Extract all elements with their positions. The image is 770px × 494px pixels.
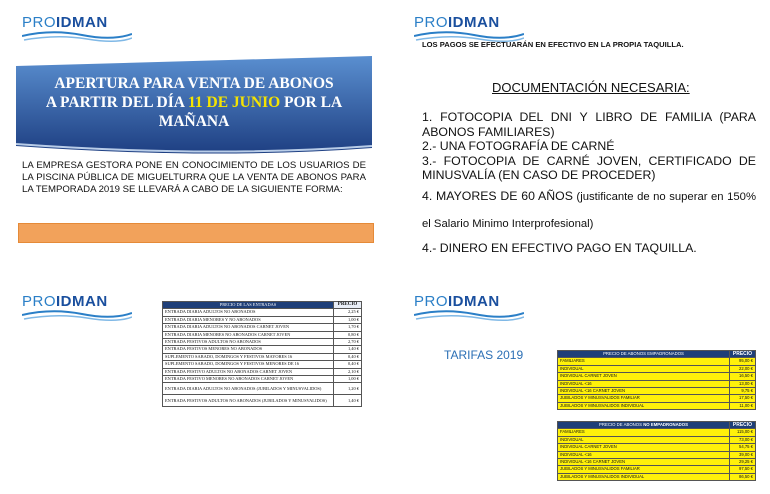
table-row: INDIVIDUAL 22,00 € (558, 365, 756, 372)
table-row: JUBILADOS Y MINUSVALIDOS FAMILIAR 97,50 € (558, 466, 756, 473)
table-row: ENTRADA DIARIA MENORES Y NO ABONADOS 1,00 € (163, 316, 362, 323)
payment-note: LOS PAGOS SE EFECTUARÁN EN EFECTIVO EN LA PROPIA TAQUILLA. (422, 40, 684, 49)
non-resident-season-pass-table (557, 421, 756, 481)
wave-icon (22, 31, 132, 45)
table-row: SUPLEMENTO SABADO, DOMINGOS Y FESTIVOS MAYORES 16 0,40 € (163, 353, 362, 360)
table-row: INDIVIDUAL <16 CARNET JOVEN 9,75 € (558, 388, 756, 395)
table-row: SUPLEMENTO SABADO, DOMINGOS Y FESTIVOS MENORES DE 16 0,40 € (163, 361, 362, 368)
table-row: INDIVIDUAL <16 39,00 € (558, 451, 756, 458)
table-row: ENTRADA DIARIA ADULTOS NO ABONADOS 2,25 € (163, 309, 362, 316)
table-header-row: PRECIO DE ABONOS EMPADRONADOS PRECIO (558, 351, 756, 358)
resident-season-pass-table (557, 350, 756, 410)
list-item: 1. FOTOCOPIA DEL DNI Y LIBRO DE FAMILIA (PARA ABONOS FAMILIARES) (422, 110, 756, 139)
list-item: 4.- DINERO EN EFECTIVO PAGO EN TAQUILLA. (422, 240, 697, 255)
entry-prices-table (162, 301, 362, 407)
table-header-row: PRECIO DE LAS ENTRADAS PRECIO (163, 302, 362, 309)
table-row: ENTRADA DIARIA ADULTOS NO ABONADOS CARNET JOVEN 1,70 € (163, 324, 362, 331)
table-row: ENTRADA FESTIVOS ADULTOS NO ABONADOS (JUBILADOS Y MINUSVALIDOS) 1,40 € (163, 395, 362, 407)
table-header-row: PRECIO DE ABONOS NO EMPADRONADOS PRECIO (558, 422, 756, 429)
table-row: FAMILIARES 95,00 € (558, 358, 756, 365)
table-row: FAMILIARES 115,00 € (558, 429, 756, 436)
proidman-logo: PROIDMAN (414, 14, 524, 48)
documentation-title: DOCUMENTACIÓN NECESARIA: (492, 80, 690, 95)
wave-icon (414, 310, 524, 324)
table-row: ENTRADA FESTIVOS MENORES NO ABONADOS 1,40 € (163, 346, 362, 353)
orange-bar (18, 223, 374, 243)
list-item: 2.- UNA FOTOGRAFÍA DE CARNÉ (422, 139, 615, 153)
table-row: JUBILADOS Y MINUSVALIDOS INDIVIDUAL 11,00 € (558, 402, 756, 409)
wave-icon (22, 310, 132, 324)
table-row: INDIVIDUAL <16 CARNET JOVEN 29,25 € (558, 459, 756, 466)
table-row: ENTRADA FESTIVO MENORES NO ABONADOS CARNET JOVEN 1,00 € (163, 376, 362, 383)
tarifas-title: TARIFAS 2019 (444, 348, 524, 362)
list-item: 4. MAYORES DE 60 AÑOS (justificante de no superar en 150% el Salario Minimo Interprofesional) (422, 188, 756, 230)
proidman-logo: PROIDMAN (414, 293, 524, 327)
table-row: ENTRADA DIARIA MENORES NO ABONADOS CARNET JOVEN 0,80 € (163, 331, 362, 338)
table-row: JUBILADOS Y MINUSVALIDOS INDIVIDUAL 86,50 € (558, 473, 756, 480)
list-item: 3.- FOTOCOPIA DE CARNÉ JOVEN, CERTIFICADO DE MINUSVALÍA (EN CASO DE PROCEDER) (422, 153, 756, 182)
intro-paragraph: LA EMPRESA GESTORA PONE EN CONOCIMIENTO DE LOS USUARIOS DE LA PISCINA PÚBLICA DE MIGUELTURRA QUE LA VENTA DE ABONOS PARA LA TEMPORADA 2019 SE LLEVARÁ A CABO DE LA SIGUIENTE FORMA: (22, 160, 366, 195)
proidman-logo: PROIDMAN (22, 14, 132, 48)
highlight-date: 11 DE JUNIO (188, 94, 281, 111)
table-row: INDIVIDUAL CARNET JOVEN 54,75 € (558, 444, 756, 451)
banner-text: APERTURA PARA VENTA DE ABONOS A PARTIR DEL DÍA 11 DE JUNIO POR LA MAÑANA (45, 75, 343, 130)
table-row: INDIVIDUAL 73,00 € (558, 436, 756, 443)
documentation-list (422, 110, 756, 255)
table-row: ENTRADA FESTIVOS ADULTOS NO ABONADOS 2,70 € (163, 339, 362, 346)
table-row: ENTRADA FESTIVO ADULTOS NO ABONADOS CARNET JOVEN 2,10 € (163, 368, 362, 375)
proidman-logo: PROIDMAN (22, 293, 132, 327)
table-row: INDIVIDUAL <16 13,00 € (558, 380, 756, 387)
table-row: JUBILADOS Y MINUSVALIDOS FAMILIAR 17,50 € (558, 395, 756, 402)
table-row: ENTRADA DIARIA ADULTOS NO ABONADOS (JUBILADOS Y MINUSVALIDOS) 1,20 € (163, 383, 362, 395)
table-row: INDIVIDUAL CARNET JOVEN 16,50 € (558, 373, 756, 380)
announcement-banner (10, 56, 378, 156)
